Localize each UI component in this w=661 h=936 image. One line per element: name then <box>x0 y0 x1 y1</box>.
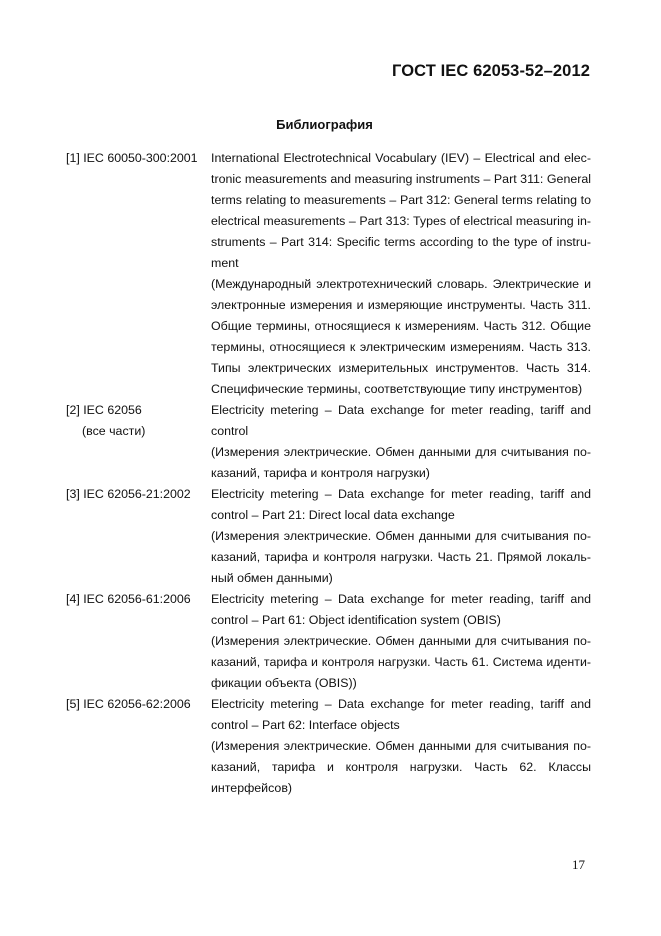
entry-reference <box>66 400 211 484</box>
reference-id: [5] IEC 62056-62:2006 <box>66 697 191 711</box>
section-title: Библиография <box>276 117 373 132</box>
english-title-line: Electricity metering – Data exchange for meter reading, tariff and <box>211 487 591 501</box>
english-title-line: control – Part 62: Interface objects <box>211 718 400 732</box>
english-title-line: Electricity metering – Data exchange for meter reading, tariff and <box>211 403 591 417</box>
russian-title-line: Типы электрических измерительных инструментов. Часть 314. <box>211 361 591 375</box>
english-title-line: struments – Part 314: Specific terms according to the type of instru- <box>211 235 591 249</box>
english-title-line: electrical measurements – Part 313: Types of electrical measuring in- <box>211 214 591 228</box>
bibliography-entry <box>66 400 591 484</box>
russian-title-line: казаний, тарифа и контроля нагрузки. Часть 61. Система иденти- <box>211 655 591 669</box>
english-title-line: ment <box>211 256 239 270</box>
bibliography-entry <box>66 694 591 799</box>
russian-title-line: электронные измерения и измеряющие инструменты. Часть 311. <box>211 298 591 312</box>
russian-title-line: термины, относящиеся к электрическим измерениям. Часть 313. <box>211 340 591 354</box>
russian-title-line: (Измерения электрические. Обмен данными для считывания по- <box>211 739 591 753</box>
russian-title-line: Специфические термины, соответствующие типу инструментов) <box>211 382 583 396</box>
russian-title-line: (Измерения электрические. Обмен данными для считывания по- <box>211 634 591 648</box>
english-title-line: control – Part 61: Object identification system (OBIS) <box>211 613 501 627</box>
english-title-line: Electricity metering – Data exchange for meter reading, tariff and <box>211 697 591 711</box>
bibliography-entry <box>66 148 591 400</box>
russian-title-line: Общие термины, относящиеся к измерениям. Часть 312. Общие <box>211 319 591 333</box>
reference-note: (все части) <box>82 424 146 438</box>
document-code-header: ГОСТ IEC 62053-52–2012 <box>391 62 590 80</box>
entry-reference <box>66 589 211 694</box>
bibliography-entry <box>66 484 591 589</box>
reference-id: [3] IEC 62056-21:2002 <box>66 487 191 501</box>
reference-id: [2] IEC 62056 <box>66 403 142 417</box>
russian-title-line: интерфейсов) <box>211 781 293 795</box>
page-number: 17 <box>572 857 585 872</box>
entry-text <box>211 148 591 400</box>
russian-title-line: казаний, тарифа и контроля нагрузки) <box>211 466 430 480</box>
english-title-line: tronic measurements and measuring instruments – Part 311: General <box>211 172 591 186</box>
english-title-line: terms relating to measurements – Part 312: General terms relating to <box>211 193 591 207</box>
russian-title-line: казаний, тарифа и контроля нагрузки. Часть 62. Классы <box>211 760 591 774</box>
reference-id: [4] IEC 62056-61:2006 <box>66 592 191 606</box>
bibliography-list <box>66 148 591 799</box>
entry-reference <box>66 694 211 799</box>
entry-text <box>211 589 591 694</box>
english-title-line: control – Part 21: Direct local data exchange <box>211 508 455 522</box>
reference-id: [1] IEC 60050-300:2001 <box>66 151 198 165</box>
russian-title-line: (Международный электротехнический словарь. Электрические и <box>211 277 591 291</box>
russian-title-line: ный обмен данными) <box>211 571 333 585</box>
entry-text <box>211 484 591 589</box>
english-title-line: control <box>211 424 249 438</box>
entry-text <box>211 694 591 799</box>
russian-title-line: фикации объекта (OBIS)) <box>211 676 357 690</box>
english-title-line: Electricity metering – Data exchange for meter reading, tariff and <box>211 592 591 606</box>
russian-title-line: казаний, тарифа и контроля нагрузки. Часть 21. Прямой локаль- <box>211 550 591 564</box>
russian-title-line: (Измерения электрические. Обмен данными для считывания по- <box>211 445 591 459</box>
english-title-line: International Electrotechnical Vocabulary (IEV) – Electrical and elec- <box>211 151 591 165</box>
russian-title-line: (Измерения электрические. Обмен данными для считывания по- <box>211 529 591 543</box>
entry-reference <box>66 148 211 400</box>
bibliography-entry <box>66 589 591 694</box>
entry-reference <box>66 484 211 589</box>
entry-text <box>211 400 591 484</box>
